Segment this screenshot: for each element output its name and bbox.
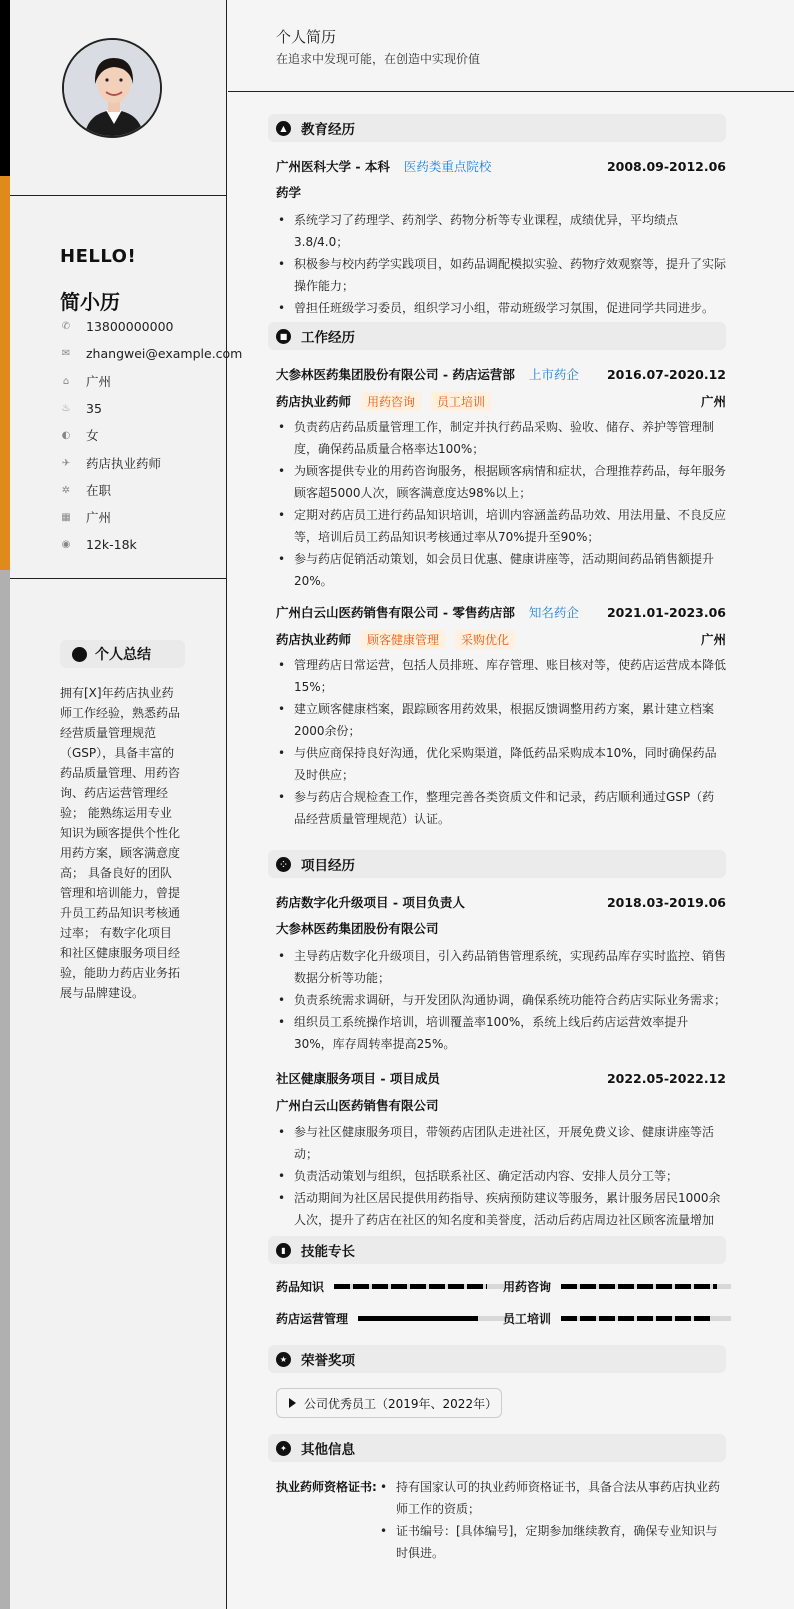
certificate-label: 执业药师资格证书:: [276, 1480, 377, 1494]
info-city: ▦ 广州: [61, 510, 112, 525]
job-row: [276, 364, 726, 384]
page-header: [228, 0, 794, 92]
job-city: 广州: [700, 632, 726, 647]
page-title: 个人简历: [276, 28, 337, 46]
education-date: 2008.09-2012.06: [606, 158, 726, 174]
school-name: 广州医科大学 - 本科: [276, 159, 390, 174]
role: 药店执业药师: [276, 394, 352, 409]
skill-name: 药店运营管理: [276, 1311, 349, 1326]
divider: [10, 195, 227, 196]
job-date: 2021.01-2023.06: [606, 604, 726, 620]
skill-tag: 用药咨询: [361, 392, 421, 411]
main-content: [228, 0, 794, 1609]
skill-bar-fill: [334, 1284, 487, 1289]
list-item: • 组织员工系统操作培训，培训覆盖率100%，系统上线后药店运营效率提升30%，库存周转率提高25%。: [276, 1011, 726, 1055]
list-item: • 参与社区健康服务项目，带领药店团队走进社区，开展免费义诊、健康讲座等活动；: [276, 1121, 726, 1165]
skill-bar: [561, 1316, 731, 1321]
user-icon: [72, 647, 87, 662]
info-age: ♨ 35: [61, 400, 102, 416]
job-bullets: [276, 416, 726, 592]
list-item: • 曾担任班级学习委员，组织学习小组，带动班级学习氛围，促进同学共同进步。: [276, 297, 726, 319]
skill-tag: 顾客健康管理: [361, 630, 445, 649]
project-org: 大参林医药集团股份有限公司: [276, 921, 439, 936]
money-icon: ◉: [61, 538, 71, 550]
list-item: • 活动期间为社区居民提供用药指导、疾病预防建议等服务，累计服务居民1000余人次，提升了药店在社区的知名度和美誉度，活动后药店周边社区顾客流量增加: [276, 1187, 726, 1253]
list-item: • 负责系统需求调研，与开发团队沟通协调，确保系统功能符合药店实际业务需求；: [276, 989, 726, 1011]
company-name: 广州白云山医药销售有限公司 - 零售药店部: [276, 605, 515, 620]
info-email[interactable]: ✉ zhangwei@example.com: [61, 345, 243, 361]
role-row: [276, 391, 726, 411]
skill-bar-fill: [561, 1316, 711, 1321]
sidebar: [10, 0, 243, 1609]
list-item: • 为顾客提供专业的用药咨询服务，根据顾客病情和症状，合理推荐药品，每年服务顾客超5000人次，顾客满意度达98%以上；: [276, 460, 726, 504]
list-item: • 积极参与校内药学实践项目，如药品调配模拟实验、药物疗效观察等，提升了实际操作能力；: [276, 253, 726, 297]
section-projects: ⁘ 项目经历: [268, 850, 726, 878]
certificate-bullets: [376, 1476, 726, 1564]
education-row: [276, 156, 726, 176]
play-icon: [289, 1398, 296, 1408]
project-org-row: [276, 1095, 726, 1115]
avatar: [62, 38, 162, 138]
job-row: [276, 602, 726, 622]
project-row: [276, 1068, 726, 1088]
skill-name: 用药咨询: [503, 1279, 552, 1294]
major-row: [276, 182, 726, 202]
list-item: • 管理药店日常运营，包括人员排班、库存管理、账目核对等，使药店运营成本降低15%；: [276, 654, 726, 698]
company-name: 大参林医药集团股份有限公司 - 药店运营部: [276, 367, 515, 382]
home-icon: ⌂: [62, 375, 70, 387]
summary-heading: 个人总结: [60, 640, 185, 668]
section-education: ▲ 教育经历: [268, 114, 726, 142]
graduation-cap-icon: ▲: [276, 121, 291, 136]
person-icon: ✦: [276, 1441, 291, 1456]
project-org-row: [276, 918, 726, 938]
job-date: 2016.07-2020.12: [606, 366, 726, 382]
list-item: • 参与药店促销活动策划，如会员日优惠、健康讲座等，活动期间药品销售额提升20%。: [276, 548, 726, 592]
project-row: [276, 892, 726, 912]
skill-name: 药品知识: [276, 1279, 325, 1294]
skill-name: 员工培训: [503, 1311, 552, 1326]
gender-icon: ◐: [61, 429, 71, 441]
skill-item: [503, 1308, 731, 1328]
grid-icon: ⁘: [276, 857, 291, 872]
cake-icon: ♨: [61, 402, 71, 414]
section-skills: ▮ 技能专长: [268, 1236, 726, 1264]
company-tag: 上市药企: [528, 367, 579, 382]
project-bullets: [276, 945, 726, 1055]
bar-chart-icon: ▮: [276, 1243, 291, 1258]
summary-text: 拥有[X]年药店执业药师工作经验，熟悉药品经营质量管理规范（GSP），具备丰富的药品质量管理、用药咨询、药店运营管理经验； 能熟练运用专业知识为顾客提供个性化用药方案，顾客满意度高； 具备良好的团队管理和培训能力，曾提升员工药品知识考核通过率； 有数字化项目和社区健康服务项目经验，能助力药店业务拓展与品牌建设。: [60, 686, 181, 1000]
greeting: HELLO!: [60, 246, 137, 267]
project-date: 2022.05-2022.12: [606, 1070, 726, 1086]
skill-tag: 采购优化: [455, 630, 515, 649]
list-item: • 持有国家认可的执业药师资格证书，具备合法从事药店执业药师工作的资质；: [376, 1476, 726, 1520]
skill-bar: [334, 1284, 504, 1289]
role: 药店执业药师: [276, 632, 352, 647]
list-item: • 负责活动策划与组织，包括联系社区、确定活动内容、安排人员分工等；: [276, 1165, 726, 1187]
project-name: 药店数字化升级项目 - 项目负责人: [276, 895, 465, 910]
skill-tag: 员工培训: [431, 392, 491, 411]
company-tag: 知名药企: [528, 605, 579, 620]
skill-item: [503, 1276, 731, 1296]
accent-stripe-orange: [0, 176, 10, 570]
mail-icon: ✉: [61, 347, 71, 359]
list-item: • 与供应商保持良好沟通，优化采购渠道，降低药品采购成本10%，同时确保药品及时供应；: [276, 742, 726, 786]
skill-bar: [561, 1284, 731, 1289]
info-gender: ◐ 女: [61, 428, 99, 443]
briefcase-icon: ■: [276, 329, 291, 344]
accent-stripe-gray: [0, 570, 10, 1609]
list-item: • 定期对药店员工进行药品知识培训，培训内容涵盖药品功效、用法用量、不良反应等，培训后员工药品知识考核通过率从70%提升至90%；: [276, 504, 726, 548]
role-row: [276, 629, 726, 649]
status-icon: ✲: [61, 484, 71, 496]
skill-item: [276, 1276, 504, 1296]
section-work: ■ 工作经历: [268, 322, 726, 350]
list-item: • 建立顾客健康档案，跟踪顾客用药效果，根据反馈调整用药方案，累计建立档案2000余份；: [276, 698, 726, 742]
phone-icon: ✆: [61, 320, 71, 332]
section-other: ✦ 其他信息: [268, 1434, 726, 1462]
job-city: 广州: [700, 394, 726, 409]
project-bullets: [276, 1121, 726, 1253]
project-date: 2018.03-2019.06: [606, 894, 726, 910]
person-name: 简小历: [60, 290, 120, 314]
skill-item: [276, 1308, 508, 1328]
skill-bar: [358, 1316, 508, 1321]
major: 药学: [276, 185, 302, 200]
briefcase-icon: ✈: [61, 457, 71, 469]
medal-icon: ★: [276, 1352, 291, 1367]
list-item: • 主导药店数字化升级项目，引入药品销售管理系统，实现药品库存实时监控、销售数据分析等功能；: [276, 945, 726, 989]
list-item: • 参与药店合规检查工作，整理完善各类资质文件和记录，药店顺利通过GSP（药品经营质量管理规范）认证。: [276, 786, 726, 830]
school-tag: 医药类重点院校: [403, 159, 492, 174]
section-awards: ★ 荣誉奖项: [268, 1345, 726, 1373]
list-item: • 证书编号：[具体编号]，定期参加继续教育，确保专业知识与时俱进。: [376, 1520, 726, 1564]
project-name: 社区健康服务项目 - 项目成员: [276, 1071, 440, 1086]
info-job: ✈ 药店执业药师: [61, 456, 162, 471]
building-icon: ▦: [61, 511, 71, 523]
job-bullets: [276, 654, 726, 830]
skill-bar-fill: [358, 1316, 478, 1321]
project-org: 广州白云山医药销售有限公司: [276, 1098, 439, 1113]
list-item: • 系统学习了药理学、药剂学、药物分析等专业课程，成绩优异，平均绩点3.8/4.0；: [276, 209, 726, 253]
info-phone: ✆ 13800000000: [61, 318, 174, 334]
education-bullets: [276, 209, 726, 319]
list-item: • 负责药店药品质量管理工作，制定并执行药品采购、验收、储存、养护等管理制度，确保药品质量合格率达100%；: [276, 416, 726, 460]
skill-bar-fill: [561, 1284, 717, 1289]
page-subtitle: 在追求中发现可能，在创造中实现价值: [276, 52, 481, 66]
award-item[interactable]: 公司优秀员工（2019年、2022年）: [276, 1388, 502, 1418]
info-status: ✲ 在职: [61, 483, 112, 498]
divider: [10, 578, 227, 579]
info-salary: ◉ 12k-18k: [61, 536, 137, 552]
accent-stripe-black: [0, 0, 10, 176]
info-home: ⌂ 广州: [60, 371, 111, 391]
